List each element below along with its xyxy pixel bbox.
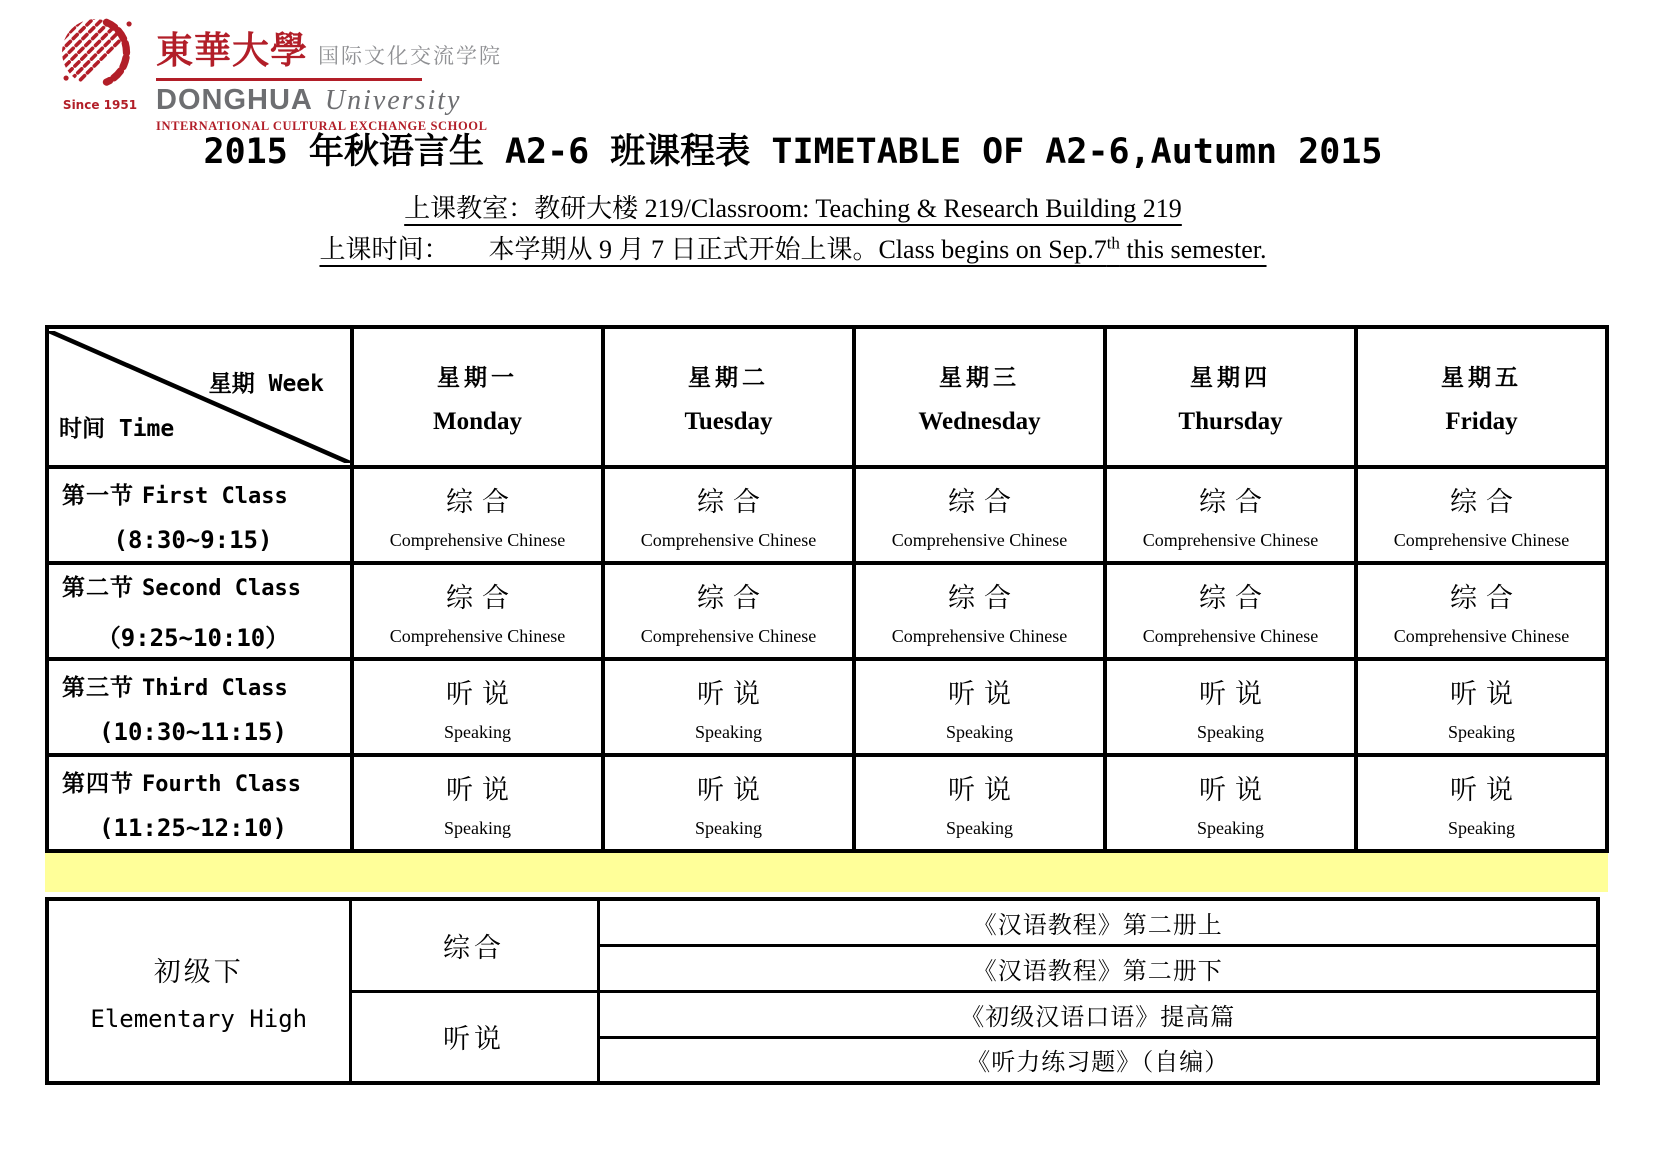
day-label-en: Friday <box>1445 407 1518 435</box>
school-name-english: INTERNATIONAL CULTURAL EXCHANGE SCHOOL <box>156 119 488 133</box>
textbook-title: 《汉语教程》第二册下 <box>598 945 1598 991</box>
materials-subject-comprehensive: 综合 <box>350 899 598 991</box>
day-label-zh: 星期二 <box>688 363 769 390</box>
period-label-zh: 第三节 <box>62 673 134 700</box>
day-label-en: Wednesday <box>918 407 1041 435</box>
day-label-en: Monday <box>433 407 522 435</box>
subject-zh: 综合 <box>446 486 518 517</box>
subject-zh: 综合 <box>1199 582 1271 613</box>
subject-en: Comprehensive Chinese <box>640 625 817 646</box>
period-label-en: First Class <box>142 483 288 509</box>
subject-cell <box>1105 755 1356 851</box>
subject-zh: 听说 <box>948 678 1020 709</box>
subject-zh: 综合 <box>948 582 1020 613</box>
school-name-chinese: 国际文化交流学院 <box>318 45 502 68</box>
period-label-en: Second Class <box>142 576 301 601</box>
timetable-grid <box>45 325 1609 853</box>
subject-zh: 综合 <box>446 582 518 613</box>
subject-cell <box>854 467 1105 563</box>
subject-en: Speaking <box>695 817 762 838</box>
subject-cell <box>1105 659 1356 755</box>
subject-zh: 综合 <box>1199 486 1271 517</box>
materials-row <box>47 899 1598 945</box>
class-time-info-line <box>0 229 1586 266</box>
subject-cell <box>854 659 1105 755</box>
subject-cell <box>1356 467 1607 563</box>
subject-cell <box>603 755 854 851</box>
textbook-title: 《初级汉语口语》提高篇 <box>598 991 1598 1037</box>
subject-cell <box>854 563 1105 659</box>
subject-en: Speaking <box>444 817 511 838</box>
period-label-zh: 第四节 <box>62 769 134 796</box>
subject-cell <box>352 563 603 659</box>
period-label-en: Third Class <box>142 675 288 701</box>
day-label-zh: 星期五 <box>1441 363 1522 390</box>
subject-cell <box>1105 467 1356 563</box>
logo-text-block <box>156 10 502 134</box>
class-time-text-suffix: this semester. <box>1119 235 1267 264</box>
subject-cell <box>352 467 603 563</box>
subject-zh: 听说 <box>948 774 1020 805</box>
period-cell <box>47 467 352 563</box>
subject-zh: 听说 <box>697 774 769 805</box>
day-header-wednesday <box>854 327 1105 467</box>
university-word-english: University <box>324 85 462 116</box>
day-header-thursday <box>1105 327 1356 467</box>
period-cell <box>47 755 352 851</box>
period-time: (8:30~9:15) <box>113 525 273 554</box>
period-cell <box>47 659 352 755</box>
classroom-info-line <box>0 188 1586 225</box>
subject-en: Comprehensive Chinese <box>1142 625 1319 646</box>
ordinal-superscript: th <box>1106 233 1120 253</box>
level-label-en: Elementary High <box>90 1004 308 1033</box>
subject-zh: 综合 <box>948 486 1020 517</box>
subject-cell <box>1356 659 1607 755</box>
subject-en: Speaking <box>1448 817 1515 838</box>
period-cell <box>47 563 352 659</box>
subject-en: Comprehensive Chinese <box>1393 529 1570 550</box>
textbook-title: 《听力练习题》（自编） <box>598 1037 1598 1083</box>
subject-en: Comprehensive Chinese <box>1393 625 1570 646</box>
sunburst-logo-icon <box>58 10 142 134</box>
day-header-friday <box>1356 327 1607 467</box>
materials-table <box>45 897 1600 1085</box>
period-label-zh: 第二节 <box>62 574 134 600</box>
subject-zh: 听说 <box>446 774 518 805</box>
subject-en: Speaking <box>1448 721 1515 742</box>
day-label-zh: 星期三 <box>939 363 1020 390</box>
subject-cell <box>603 659 854 755</box>
table-row-second-class <box>47 563 1607 659</box>
subject-cell <box>854 755 1105 851</box>
subject-zh: 综合 <box>697 582 769 613</box>
period-label-zh: 第一节 <box>62 481 134 508</box>
logo-divider-line <box>156 78 422 81</box>
subject-cell <box>603 563 854 659</box>
highlight-band <box>45 853 1608 892</box>
subject-en: Comprehensive Chinese <box>640 529 817 550</box>
subject-cell <box>352 755 603 851</box>
subject-zh: 综合 <box>1450 582 1522 613</box>
period-time: （9:25~10:10） <box>96 624 290 652</box>
subject-zh: 听说 <box>1199 774 1271 805</box>
week-axis-label: 星期 Week <box>208 371 324 397</box>
class-time-text: 上课时间： 本学期从 9 月 7 日正式开始上课。Class begins on Sep.7 <box>319 235 1107 264</box>
period-time: (11:25~12:10) <box>99 813 287 842</box>
subject-en: Comprehensive Chinese <box>389 625 566 646</box>
subject-en: Speaking <box>946 817 1013 838</box>
subject-zh: 听说 <box>1199 678 1271 709</box>
header-row <box>47 327 1607 467</box>
period-time: (10:30~11:15) <box>99 717 287 746</box>
subject-zh: 听说 <box>697 678 769 709</box>
subject-cell <box>1356 755 1607 851</box>
subject-en: Speaking <box>946 721 1013 742</box>
day-label-en: Thursday <box>1178 407 1283 435</box>
time-axis-label: 时间 Time <box>59 416 175 442</box>
day-label-zh: 星期四 <box>1190 363 1271 390</box>
page-title: 2015 年秋语言生 A2-6 班课程表 TIMETABLE OF A2-6,Autumn 2015 <box>203 132 1383 172</box>
subject-en: Speaking <box>695 721 762 742</box>
textbook-title: 《汉语教程》第二册上 <box>598 899 1598 945</box>
subject-en: Comprehensive Chinese <box>389 529 566 550</box>
subject-zh: 听说 <box>1450 774 1522 805</box>
university-name-english: DONGHUA <box>156 84 313 116</box>
subject-cell <box>603 467 854 563</box>
corner-cell <box>47 327 352 467</box>
table-row-third-class <box>47 659 1607 755</box>
subject-en: Comprehensive Chinese <box>1142 529 1319 550</box>
subject-cell <box>352 659 603 755</box>
subject-en: Comprehensive Chinese <box>891 529 1068 550</box>
subject-cell <box>1105 563 1356 659</box>
subject-zh: 听说 <box>1450 678 1522 709</box>
day-label-en: Tuesday <box>684 407 773 435</box>
subject-zh: 综合 <box>1450 486 1522 517</box>
table-row-first-class <box>47 467 1607 563</box>
classroom-info-text: 上课教室：教研大楼 219/Classroom: Teaching & Research Building 219 <box>404 194 1182 223</box>
subject-en: Speaking <box>1197 817 1264 838</box>
period-label-en: Fourth Class <box>142 771 301 797</box>
university-logo <box>58 10 502 134</box>
subject-en: Comprehensive Chinese <box>891 625 1068 646</box>
day-header-tuesday <box>603 327 854 467</box>
subject-en: Speaking <box>1197 721 1264 742</box>
subject-cell <box>1356 563 1607 659</box>
level-cell <box>47 899 350 1083</box>
university-name-chinese: 東華大學 <box>156 31 308 72</box>
subject-en: Speaking <box>444 721 511 742</box>
logo-since-label: Since 1951 <box>62 98 138 112</box>
subject-zh: 听说 <box>446 678 518 709</box>
materials-subject-speaking: 听说 <box>350 991 598 1083</box>
day-label-zh: 星期一 <box>437 363 518 390</box>
day-header-monday <box>352 327 603 467</box>
level-label-zh: 初级下 <box>153 956 244 987</box>
subject-zh: 综合 <box>697 486 769 517</box>
table-row-fourth-class <box>47 755 1607 851</box>
